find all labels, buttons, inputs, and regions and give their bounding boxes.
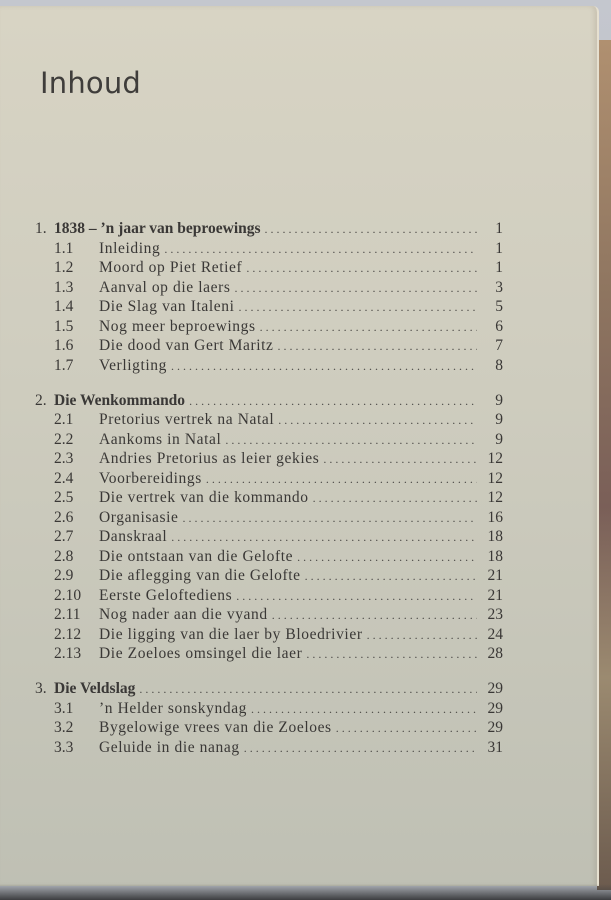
toc-section-1: [35, 219, 505, 375]
page-number: 12: [487, 450, 503, 467]
entry-number: 3.2: [54, 719, 74, 736]
chapter-title: Die Wenkommando: [54, 391, 186, 409]
entry-number: 1.7: [54, 356, 74, 374]
toc-chapter-row: [35, 391, 505, 411]
toc-chapter-row: [35, 679, 505, 699]
toc-section-3: [35, 679, 505, 757]
page-number: 6: [495, 317, 503, 335]
toc-section-2: [35, 391, 505, 664]
dot-leader: [236, 587, 477, 607]
dot-leader: [234, 279, 477, 299]
toc-entry-row: [35, 566, 505, 586]
entry-number: 2.3: [54, 450, 74, 467]
dot-leader: [305, 567, 477, 587]
page-number: 12: [487, 489, 503, 506]
dot-leader: [246, 259, 477, 279]
entry-title: Die dood van Gert Maritz: [99, 337, 274, 354]
entry-number: 1.6: [54, 337, 74, 354]
toc-entry-row: [35, 508, 505, 528]
dot-leader: [313, 489, 477, 509]
page-number: 12: [487, 469, 503, 487]
page-title: Inhoud: [40, 66, 142, 100]
dot-leader: [239, 298, 477, 318]
entry-title: Die aflegging van die Gelofte: [99, 567, 301, 584]
entry-title: Nog meer beproewings: [99, 317, 256, 335]
toc-entry-row: [35, 239, 505, 259]
dot-leader: [225, 431, 477, 451]
entry-title: Die Zoeloes omsingel die laer: [99, 645, 303, 662]
entry-title: Andries Pretorius as leier gekies: [99, 450, 320, 467]
page-number: 9: [495, 391, 503, 409]
chapter-title: Die Veldslag: [54, 680, 136, 697]
entry-title: Aanval op die laers: [99, 278, 231, 296]
entry-title: Verligting: [99, 356, 167, 374]
page-number: 5: [495, 298, 503, 315]
toc-entry-row: [35, 547, 505, 567]
toc-entry-row: [35, 317, 505, 337]
page-number: 21: [487, 567, 503, 584]
entry-number: 2.10: [54, 586, 82, 604]
page-number: 18: [487, 528, 503, 545]
toc-entry-row: [35, 738, 505, 758]
dot-leader: [336, 719, 477, 739]
book-page: [0, 6, 599, 886]
toc-entry-row: [35, 644, 505, 664]
dot-leader: [278, 337, 477, 357]
toc-entry-row: [35, 258, 505, 278]
entry-number: 2.12: [54, 625, 82, 643]
dot-leader: [278, 411, 477, 431]
entry-number: 1.5: [54, 317, 74, 335]
entry-title: Aankoms in Natal: [99, 430, 222, 448]
page-number: 21: [487, 586, 503, 604]
page-number: 9: [495, 430, 503, 448]
entry-number: 2.11: [54, 606, 81, 623]
dot-leader: [272, 606, 477, 626]
page-number: 8: [495, 356, 503, 374]
entry-number: 3.1: [54, 699, 74, 717]
toc-entry-row: [35, 605, 505, 625]
page-number: 16: [487, 508, 503, 526]
toc-entry-row: [35, 625, 505, 645]
dot-leader: [265, 220, 477, 240]
toc-entry-row: [35, 336, 505, 356]
toc-entry-row: [35, 449, 505, 469]
page-number: 3: [495, 278, 503, 296]
dot-leader: [189, 392, 477, 412]
entry-title: Nog nader aan die vyand: [99, 606, 268, 623]
entry-title: Voorbereidings: [99, 469, 202, 487]
chapter-title: 1838 – ’n jaar van beproewings: [54, 220, 261, 237]
entry-title: Moord op Piet Retief: [99, 259, 243, 276]
entry-title: Organisasie: [99, 508, 179, 526]
dot-leader: [297, 548, 477, 568]
toc-entry-row: [35, 488, 505, 508]
page-number: 29: [487, 699, 503, 717]
entry-number: 2.1: [54, 411, 74, 428]
page-number: 18: [487, 547, 503, 565]
page-number: 1: [495, 220, 503, 237]
toc-entry-row: [35, 718, 505, 738]
page-number: 9: [495, 411, 503, 428]
entry-title: Die vertrek van die kommando: [99, 489, 309, 506]
entry-number: 3.3: [54, 738, 74, 756]
toc-entry-row: [35, 297, 505, 317]
book-cover-edge: [597, 40, 611, 890]
dot-leader: [260, 318, 477, 338]
entry-number: 2.8: [54, 547, 74, 565]
entry-number: 1.2: [54, 259, 74, 276]
page-number: 1: [495, 239, 503, 257]
page-number: 31: [487, 738, 503, 756]
entry-title: Geluide in die nanag: [99, 738, 240, 756]
toc-entry-row: [35, 586, 505, 606]
entry-number: 2.13: [54, 645, 82, 662]
dot-leader: [367, 626, 477, 646]
toc-entry-row: [35, 356, 505, 376]
table-of-contents: [35, 219, 505, 773]
page-number: 29: [487, 680, 503, 697]
page-number: 29: [487, 719, 503, 736]
dot-leader: [171, 528, 477, 548]
toc-entry-row: [35, 430, 505, 450]
chapter-number: 2.: [35, 391, 47, 409]
entry-title: Die Slag van Italeni: [99, 298, 235, 315]
entry-title: Danskraal: [99, 528, 168, 545]
entry-title: ’n Helder sonskyndag: [99, 699, 248, 717]
toc-entry-row: [35, 410, 505, 430]
page-number: 28: [487, 645, 503, 662]
entry-number: 2.7: [54, 528, 74, 545]
dot-leader: [251, 700, 477, 720]
entry-number: 2.2: [54, 430, 74, 448]
entry-number: 2.4: [54, 469, 74, 487]
toc-entry-row: [35, 278, 505, 298]
entry-title: Bygelowige vrees van die Zoeloes: [99, 719, 332, 736]
dot-leader: [323, 450, 477, 470]
table-surface-shadow: [0, 884, 611, 900]
dot-leader: [183, 509, 478, 529]
toc-entry-row: [35, 699, 505, 719]
entry-number: 1.4: [54, 298, 74, 315]
dot-leader: [139, 680, 477, 700]
toc-chapter-row: [35, 219, 505, 239]
entry-number: 1.1: [54, 239, 74, 257]
page-number: 23: [487, 606, 503, 623]
entry-number: 1.3: [54, 278, 74, 296]
entry-title: Pretorius vertrek na Natal: [99, 411, 275, 428]
entry-number: 2.5: [54, 489, 74, 506]
page-number: 1: [495, 259, 503, 276]
toc-entry-row: [35, 527, 505, 547]
entry-title: Die ligging van die laer by Bloedrivier: [99, 625, 363, 643]
entry-number: 2.6: [54, 508, 74, 526]
chapter-number: 1.: [35, 220, 47, 237]
entry-title: Inleiding: [99, 239, 161, 257]
entry-title: Eerste Geloftediens: [99, 586, 233, 604]
chapter-number: 3.: [35, 680, 47, 697]
entry-number: 2.9: [54, 567, 74, 584]
dot-leader: [164, 240, 477, 260]
dot-leader: [206, 470, 477, 490]
dot-leader: [306, 645, 477, 665]
entry-title: Die ontstaan van die Gelofte: [99, 547, 294, 565]
toc-entry-row: [35, 469, 505, 489]
dot-leader: [244, 739, 477, 759]
page-number: 7: [495, 337, 503, 354]
page-number: 24: [487, 625, 503, 643]
dot-leader: [171, 357, 477, 377]
